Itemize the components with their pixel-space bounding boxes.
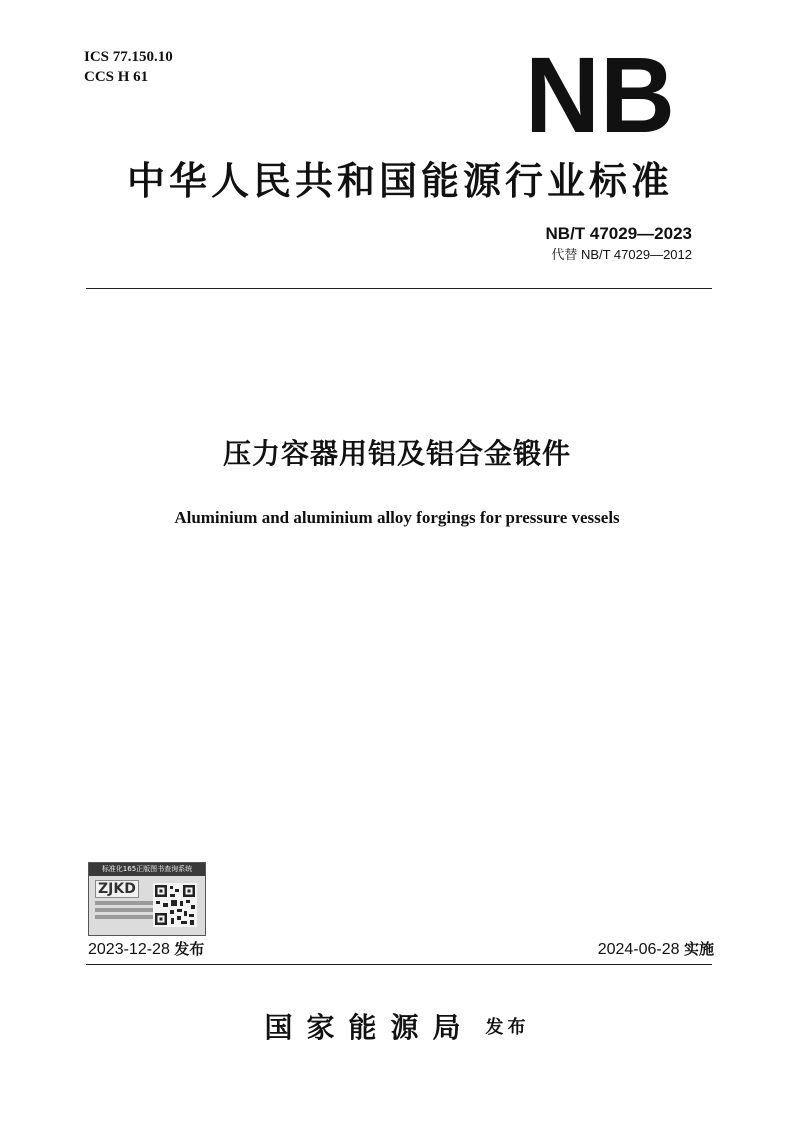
- publish-label: 发布: [174, 940, 205, 958]
- stamp-brand: ZJKD: [95, 880, 139, 898]
- issuer-name: 国家能源局: [264, 1011, 475, 1044]
- effective-date: 2024-06-28: [597, 941, 680, 958]
- effective-label: 实施: [683, 940, 714, 958]
- issuer-suffix: 发布: [485, 1017, 530, 1038]
- bottom-divider: [86, 964, 712, 965]
- document-title-en: Aluminium and aluminium alloy forgings for pressure vessels: [174, 508, 620, 527]
- qr-code-icon: [153, 883, 197, 927]
- stamp-text-lines: [95, 901, 153, 922]
- replaces-code: 代替 NB/T 47029—2012: [551, 247, 692, 262]
- top-divider: [86, 288, 712, 289]
- document-title-cn: 压力容器用铝及铝合金锻件: [222, 437, 571, 470]
- publish-date: 2023-12-28: [88, 941, 170, 958]
- ccs-code: CCS H 61: [84, 69, 149, 85]
- nb-logo-text: NB: [525, 46, 675, 146]
- stamp-banner: 标准化165正版图书查询系统: [89, 863, 205, 876]
- issuer-line: [0, 1008, 794, 1048]
- ics-code: ICS 77.150.10: [84, 49, 173, 65]
- effective-date-line: [598, 938, 714, 961]
- publish-date-line: [88, 938, 204, 961]
- classification-codes: [84, 47, 173, 87]
- nb-logo: [520, 46, 680, 146]
- anti-counterfeit-stamp: [88, 862, 206, 936]
- standard-code: NB/T 47029—2023: [545, 224, 692, 243]
- standard-code-block: [546, 222, 692, 264]
- standard-title: 中华人民共和国能源行业标准: [126, 159, 673, 203]
